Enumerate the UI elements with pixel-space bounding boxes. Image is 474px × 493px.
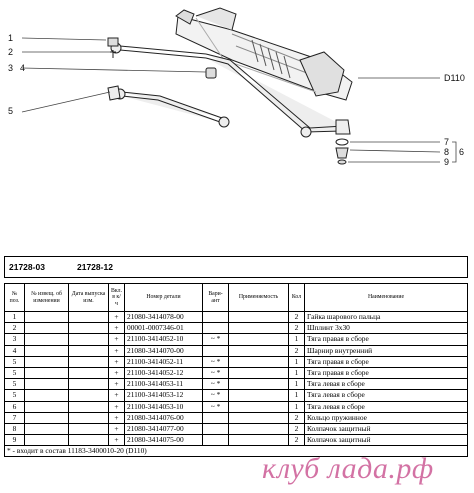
table-cell: +	[109, 345, 125, 356]
table-cell	[203, 312, 229, 323]
table-cell	[25, 312, 69, 323]
table-cell: +	[109, 435, 125, 446]
column-header: Вкл. в к/ч	[109, 284, 125, 312]
table-cell	[203, 345, 229, 356]
table-cell	[229, 312, 289, 323]
table-cell	[69, 367, 109, 378]
table-cell: 5	[5, 379, 25, 390]
table-cell	[229, 390, 289, 401]
table-cell	[229, 401, 289, 412]
table-cell: 21080-3414076-00	[125, 412, 203, 423]
table-cell	[203, 323, 229, 334]
table-cell: 1	[289, 401, 305, 412]
table-cell: 6	[5, 401, 25, 412]
table-cell	[69, 401, 109, 412]
table-cell: Тяга правая в сборе	[305, 334, 468, 345]
table-cell	[203, 423, 229, 434]
table-cell: 21080-3414075-00	[125, 435, 203, 446]
table-cell: 21100-3414053-10	[125, 401, 203, 412]
model-a: 21728-03	[9, 262, 45, 272]
table-cell: ~ *	[203, 379, 229, 390]
table-cell: Шарнир внутренний	[305, 345, 468, 356]
table-cell	[229, 345, 289, 356]
column-header: № извещ. об изменении	[25, 284, 69, 312]
table-cell	[69, 323, 109, 334]
table-cell: 5	[5, 367, 25, 378]
table-row	[5, 401, 468, 412]
table-cell: 1	[289, 367, 305, 378]
callout-5: 5	[8, 106, 14, 116]
table-row	[5, 367, 468, 378]
table-cell: 21080-3414070-00	[125, 345, 203, 356]
table-row	[5, 390, 468, 401]
table-cell: ~ *	[203, 334, 229, 345]
table-cell: Тяга левая в сборе	[305, 379, 468, 390]
column-header: № поз.	[5, 284, 25, 312]
table-cell	[69, 435, 109, 446]
table-cell: 21100-3414052-12	[125, 367, 203, 378]
table-row	[5, 379, 468, 390]
callout-4: 4	[20, 63, 26, 73]
table-cell: 21100-3414053-12	[125, 390, 203, 401]
model-header	[4, 256, 468, 278]
callout-2: 2	[8, 47, 14, 57]
table-cell: 1	[5, 312, 25, 323]
table-cell: ~ *	[203, 367, 229, 378]
table-cell	[25, 334, 69, 345]
callout-3: 3	[8, 63, 14, 73]
callout-7: 7	[444, 137, 450, 147]
table-cell: 00001-0007346-01	[125, 323, 203, 334]
table-cell: 2	[289, 412, 305, 423]
table-cell: Колпачок защитный	[305, 435, 468, 446]
table-cell: 2	[5, 323, 25, 334]
table-cell: 9	[5, 435, 25, 446]
table-cell	[69, 412, 109, 423]
table-cell: 5	[5, 356, 25, 367]
table-cell: 21080-3414078-00	[125, 312, 203, 323]
callout-d110: D110	[444, 73, 465, 83]
tie-rod-lower	[108, 86, 229, 127]
table-cell: +	[109, 412, 125, 423]
column-header: Номер детали	[125, 284, 203, 312]
table-cell: 21100-3414052-10	[125, 334, 203, 345]
table-cell: +	[109, 401, 125, 412]
table-body	[5, 312, 468, 457]
table-row	[5, 435, 468, 446]
callout-9: 9	[444, 157, 450, 167]
table-cell	[229, 412, 289, 423]
table-cell	[69, 345, 109, 356]
table-cell: Тяга левая в сборе	[305, 401, 468, 412]
column-header: Кол	[289, 284, 305, 312]
parts-table	[4, 283, 468, 457]
table-cell: 4	[5, 345, 25, 356]
table-cell	[229, 435, 289, 446]
table-row	[5, 334, 468, 345]
table-cell: +	[109, 356, 125, 367]
table-cell	[25, 323, 69, 334]
watermark: клуб лада.рф	[262, 452, 434, 485]
table-cell: ~ *	[203, 401, 229, 412]
callout-1: 1	[8, 33, 14, 43]
table-cell	[203, 435, 229, 446]
table-cell: 3	[5, 334, 25, 345]
column-header: Применяемость	[229, 284, 289, 312]
table-cell: +	[109, 379, 125, 390]
table-cell	[25, 345, 69, 356]
table-row	[5, 312, 468, 323]
table-cell: 21080-3414077-00	[125, 423, 203, 434]
table-cell	[229, 356, 289, 367]
table-cell: 1	[289, 390, 305, 401]
table-cell: 1	[289, 379, 305, 390]
table-cell: Тяга левая в сборе	[305, 390, 468, 401]
table-cell	[229, 323, 289, 334]
table-footnote: * - входит в состав 11183-3400010-20 (D110)	[5, 446, 468, 457]
table-cell: +	[109, 390, 125, 401]
table-cell: 1	[289, 356, 305, 367]
table-cell: 2	[289, 323, 305, 334]
table-cell	[69, 390, 109, 401]
table-cell: 1	[289, 334, 305, 345]
table-cell: Колпачок защитный	[305, 423, 468, 434]
table-cell: +	[109, 334, 125, 345]
table-cell: +	[109, 312, 125, 323]
table-row	[5, 356, 468, 367]
table-cell: 2	[289, 435, 305, 446]
table-cell	[69, 312, 109, 323]
table-row	[5, 412, 468, 423]
table-cell	[25, 423, 69, 434]
table-cell	[229, 367, 289, 378]
table-cell: 2	[289, 423, 305, 434]
table-cell: 7	[5, 412, 25, 423]
table-cell	[69, 423, 109, 434]
callout-8: 8	[444, 147, 450, 157]
table-cell	[229, 423, 289, 434]
table-cell: 5	[5, 390, 25, 401]
column-header: Вари-ант	[203, 284, 229, 312]
table-cell	[69, 379, 109, 390]
callout-6: 6	[459, 147, 465, 157]
table-cell	[203, 412, 229, 423]
table-cell	[25, 401, 69, 412]
table-cell	[25, 356, 69, 367]
table-cell: 2	[289, 345, 305, 356]
table-cell	[25, 367, 69, 378]
table-header-row	[5, 284, 468, 312]
table-cell: +	[109, 367, 125, 378]
table-cell: Тяга правая в сборе	[305, 356, 468, 367]
table-cell: 21100-3414052-11	[125, 356, 203, 367]
column-header: Наименование	[305, 284, 468, 312]
table-cell	[25, 412, 69, 423]
table-cell: +	[109, 323, 125, 334]
table-cell	[69, 356, 109, 367]
table-cell	[69, 334, 109, 345]
table-cell: Шплинт 3х30	[305, 323, 468, 334]
table-cell: 8	[5, 423, 25, 434]
table-cell: Тяга правая в сборе	[305, 367, 468, 378]
table-row	[5, 423, 468, 434]
table-cell: +	[109, 423, 125, 434]
table-row	[5, 323, 468, 334]
table-cell	[25, 435, 69, 446]
table-cell: 2	[289, 312, 305, 323]
table-cell	[25, 390, 69, 401]
column-header: Дата выпуска изм.	[69, 284, 109, 312]
table-cell	[25, 379, 69, 390]
table-cell: ~ *	[203, 356, 229, 367]
table-row	[5, 345, 468, 356]
table-cell: Кольцо пружинное	[305, 412, 468, 423]
table-cell	[229, 379, 289, 390]
table-cell: ~ *	[203, 390, 229, 401]
table-cell	[229, 334, 289, 345]
table-cell: 21100-3414053-11	[125, 379, 203, 390]
table-cell: Гайка шарового пальца	[305, 312, 468, 323]
model-b: 21728-12	[77, 262, 113, 272]
